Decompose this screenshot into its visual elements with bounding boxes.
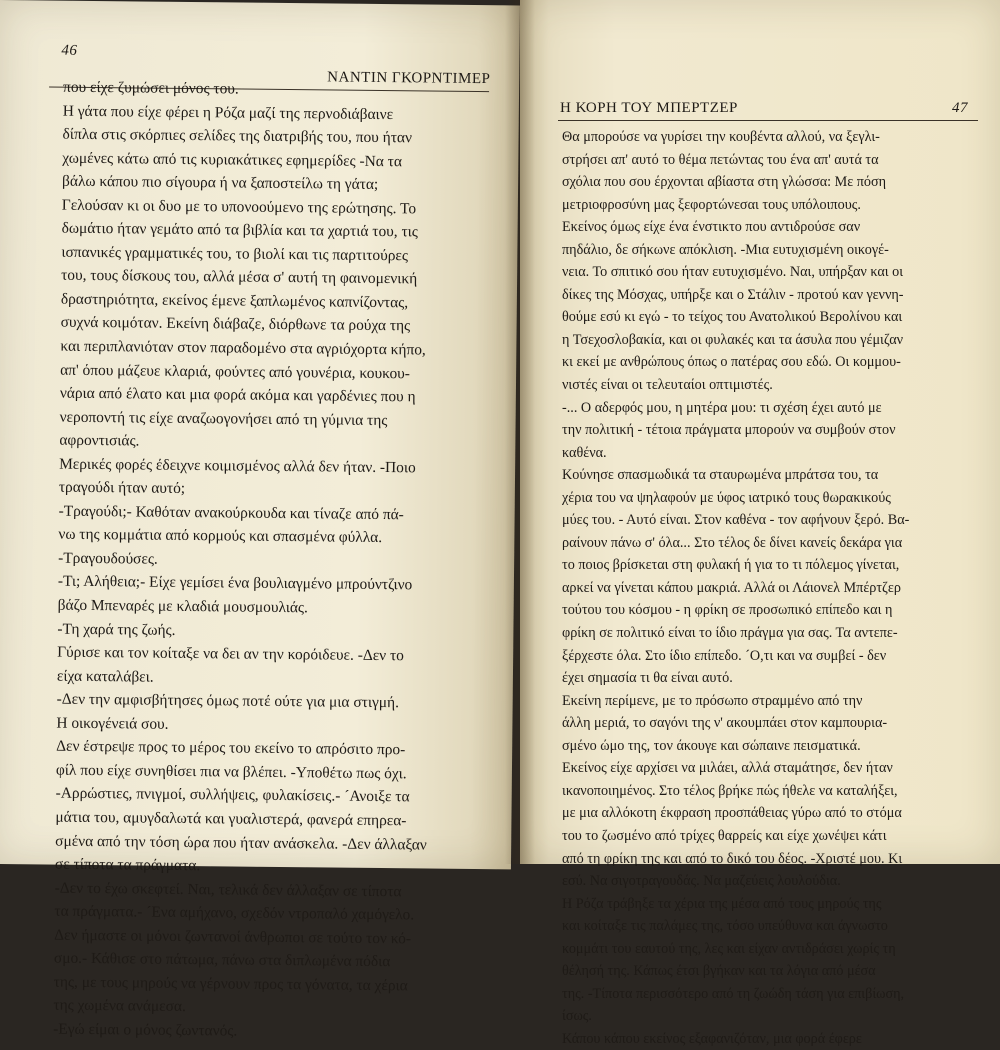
text-line: στρήσει απ' αυτό το θέμα πετώντας του ένα απ' αυτά τα	[562, 151, 879, 168]
text-line: της χωμένα ανάμεσα.	[53, 996, 186, 1016]
text-line: Εκείνος είχε αρχίσει να μιλάει, αλλά σταμάτησε, δεν ήταν	[562, 760, 893, 777]
text-line: Δεν έστρεψε προς το μέρος του εκείνο το απρόσιτο προ-	[56, 737, 406, 759]
text-line: νω της κομμάτια από κορμούς και σπασμένα φύλλα.	[58, 526, 383, 547]
text-line: -Δεν το έχω σκεφτεί. Ναι, τελικά δεν άλλαξαν σε τίποτα	[54, 879, 402, 900]
page-number: 47	[952, 100, 968, 116]
text-line: Μερικές φορές έδειχνε κοιμισμένος αλλά δεν ήταν. -Ποιο	[59, 455, 416, 477]
text-line: ισπανικές γραμματικές του, το βιολί και τις παρτιτούρες	[61, 243, 409, 265]
text-line: την πολιτική - τέτοια πράγματα μπορούν να συμβούν στον	[562, 422, 896, 439]
text-line: Η Ρόζα τράβηξε τα χέρια της μέσα από τους μηρούς της	[562, 895, 882, 912]
text-line: Η γάτα που είχε φέρει η Ρόζα μαζί της περνοδιάβαινε	[62, 102, 394, 123]
text-line: Η οικογένειά σου.	[56, 714, 169, 733]
text-line: μύες του. - Αυτό είναι. Στον καθένα - τον αφήνουν ξερό. Βα-	[562, 512, 910, 529]
text-line: -Τη χαρά της ζωής.	[57, 620, 176, 639]
text-line: από τη φρίκη της και από το δικό του δέος. -Χριστέ μου. Κι	[562, 850, 903, 867]
text-line: σχόλια που σου έρχονται αβίαστα στη γλώσσα: Με πόση	[562, 174, 887, 191]
text-line: έχει σημασία τι θα είναι αυτό.	[562, 670, 733, 687]
right-page-text	[562, 126, 976, 1050]
text-line: και κοίταξε τις παλάμες της, τόσο υπεύθυνα και άγνωστο	[562, 918, 888, 935]
text-line: αφροντισιάς.	[59, 431, 140, 450]
text-line: σμο.- Κάθισε στο πάτωμα, πάνω στα διπλωμένα πόδια	[53, 949, 391, 971]
text-line: σμένο ώμο της, τον άκουγε και σώπαινε πεισματικά.	[562, 737, 861, 754]
text-line: πηδάλιο, δε σήκωνε απόκλιση. -Μια ευτυχισμένη οικογέ-	[562, 241, 889, 258]
text-line: άλλη μεριά, το σαγόνι της ν' ακουμπάει στον καμπουρια-	[562, 715, 888, 732]
text-line: είχα καταλάβει.	[56, 667, 154, 686]
text-line: χέρια του να ψηλαφούν με ύφος ιατρικό τους θωρακικούς	[562, 489, 891, 506]
text-line: κι εκεί με ανθρώπους όπως ο πατέρας σου εδώ. Οι κομμου-	[562, 354, 901, 371]
text-line: του, τους δίσκους του, αλλά μέσα σ' αυτή τη φαινομενική	[61, 267, 418, 288]
text-line: ικανοποιημένος. Στο τέλος βρήκε πώς ήθελε να καταλήξει,	[562, 782, 898, 799]
text-line: φίλ που είχε συνηθίσει πια να βλέπει. -Υποθέτω πως όχι.	[55, 761, 407, 783]
text-line: του το ζωσμένο από τρίχες θαρρείς και είχε χωνέψει κάτι	[562, 827, 887, 844]
text-line: Δεν ήμαστε οι μόνοι ζωντανοί άνθρωποι σε τούτο τον κό-	[54, 926, 412, 948]
text-line: σε τίποτα τα πράγματα.	[54, 855, 201, 875]
text-line: μάτια του, αμυγδαλωτά και γυαλιστερά, φανερά επηρεα-	[55, 808, 407, 830]
running-head-title: Η ΚΟΡΗ ΤΟΥ ΜΠΕΡΤΖΕΡ	[560, 100, 738, 116]
text-line: καθένα.	[562, 444, 607, 461]
text-line: νεροποντή τις είχε αναζωογονήσει από τη γύμνια της	[59, 408, 388, 429]
text-line: δωμάτιο ήταν γεμάτο από τα βιβλία και τα χαρτιά του, τις	[61, 219, 419, 241]
text-line: Εκείνη περίμενε, με το πρόσωπο στραμμένο από την	[562, 692, 863, 709]
text-line: -Τραγούδι;- Καθόταν ανακούρκουδα και τίναζε από πά-	[58, 502, 404, 524]
text-line: εσύ. Να σιγοτραγουδάς. Να μαζεύεις λουλούδια.	[562, 873, 841, 890]
text-line: που είχε ζυμώσει μόνος του.	[63, 78, 239, 98]
text-line: -Δεν την αμφισβήτησες όμως ποτέ ούτε για μια στιγμή.	[56, 690, 400, 712]
text-line: το ποιος βρίσκεται στη φυλακή ή για το τι πόλεμος γίνεται,	[562, 557, 900, 574]
text-line: θέλησή της. Κάπως έτσι βγήκαν και τα λόγια από μέσα	[562, 963, 876, 980]
text-line: -Τι; Αλήθεια;- Είχε γεμίσει ένα βουλιαγμένο μπρούντζινο	[57, 573, 413, 594]
text-line: -Αρρώστιες, πνιγμοί, συλλήψεις, φυλακίσεις.- ´Ανοιξε τα	[55, 785, 410, 806]
text-line: ξέρχεστε όλα. Στο ίδιο επίπεδο. ´Ο,τι και να συμβεί - δεν	[562, 647, 887, 664]
text-line: απ' όπου μάζευε κλαριά, φούντες από γουνέρια, κουκου-	[60, 361, 411, 382]
text-line: φρίκη σε πολιτικό είναι το ίδιο πράγμα για σας. Τα αντεπε-	[562, 625, 898, 642]
text-line: -... Ο αδερφός μου, η μητέρα μου: τι σχέση έχει αυτό με	[562, 399, 882, 416]
right-page	[520, 0, 1000, 1047]
running-head-author: ΝΑΝΤΙΝ ΓΚΟΡΝΤΙΜΕΡ	[327, 69, 491, 88]
text-line: τραγούδι ήταν αυτό;	[58, 478, 186, 498]
text-line: δίκες της Μόσχας, υπήρξε και ο Στάλιν - προτού καν γεννη-	[562, 286, 904, 303]
header-rule	[558, 120, 978, 121]
text-line: -Τραγουδούσες.	[58, 549, 158, 568]
text-line: νιστές είναι οι τελευταίοι οπτιμιστές.	[562, 377, 773, 394]
text-line: βάζο Μπεναρές με κλαδιά μουσμουλιάς.	[57, 596, 309, 617]
text-line: ραίνουν πάνω σ' όλα... Στο τέλος δε δίνει κανείς δεκάρα για	[562, 534, 903, 551]
text-line: θούμε εσύ κι εγώ - το τείχος του Ανατολικού Βερολίνου και	[562, 309, 903, 326]
text-line: συχνά κοιμόταν. Εκείνη διάβαζε, διόρθωνε τα ρούχα της	[60, 314, 411, 335]
text-line: Γύρισε και τον κοίταξε να δει αν την κορόιδευε. -Δεν το	[57, 643, 405, 665]
text-line: αρκεί να γίνεται κάπου μακριά. Αλλά οι Λάιονελ Μπέρτζερ	[562, 579, 901, 596]
text-line: δίπλα στις σκόρπιες σελίδες της διατριβής του, που ήταν	[62, 125, 413, 147]
text-line: τούτου του κόσμου - η φρίκη σε προσωπικό επίπεδο και η	[562, 602, 893, 619]
text-line: και περιπλανιόταν στον παραδομένο στα αγριόχορτα κήπο,	[60, 337, 426, 359]
text-line: τα πράγματα.- ´Ενα αμήχανο, σχεδόν ντροπαλό χαμόγελο.	[54, 902, 415, 924]
text-line: Κούνησε σπασμωδικά τα σταυρωμένα μπράτσα του, τα	[562, 467, 879, 484]
text-line: με μια αλλόκοτη έκφραση προσπάθειας γύρω από το στόμα	[562, 805, 902, 822]
text-line: Γελούσαν κι οι δυο με το υπονοούμενο της ερώτησης. Το	[61, 196, 417, 218]
text-line: Εκείνος όμως είχε ένα ένστικτο που αντιδρούσε σαν	[562, 219, 861, 236]
text-line: Θα μπορούσε να γυρίσει την κουβέντα αλλού, να ξεγλι-	[562, 129, 880, 145]
text-line: της, με τους μηρούς να γέρνουν προς τα γόνατα, τα χέρια	[53, 973, 408, 995]
text-line: κομμάτι του εαυτού της, λες και είχαν αντιδράσει χωρίς τη	[562, 940, 896, 957]
text-line: ίσως.	[562, 1008, 592, 1025]
text-line: της. -Τίποτα περισσότερο από τη ζωώδη τάση για επιβίωση,	[562, 985, 905, 1002]
text-line: η Τσεχοσλοβακία, και οι φυλακές και τα άσυλα που γέμιζαν	[562, 331, 904, 348]
text-line: -Εγώ είμαι ο μόνος ζωντανός.	[53, 1020, 238, 1040]
text-line: χωμένες κάτω από τις κυριακάτικες εφημερίδες -Να τα	[62, 149, 403, 170]
text-line: νεια. Το σπιτικό σου ήταν ευτυχισμένο. Ναι, υπήρξαν και οι	[562, 264, 904, 281]
text-line: δραστηριότητα, εκείνος έμενε ξαπλωμένος καπνίζοντας,	[60, 290, 409, 312]
text-line: σμένα από την τόση ώρα που ήταν ανάσκελα. -Δεν άλλαξαν	[55, 832, 427, 854]
text-line: νάρια από έλατο και μια φορά ακόμα και γαρδένιες που η	[59, 384, 416, 406]
text-line: μετριοφροσύνη μας ξεφορτώνεσαι τους υπόλοιπους.	[562, 196, 861, 213]
text-line: Κάπου κάπου εκείνος εξαφανιζόταν, μια φορά έφερε	[562, 1030, 862, 1047]
page-number: 46	[61, 42, 78, 59]
text-line: βάλω κάπου πιο σίγουρα ή να ξαποστείλω τη γάτα;	[62, 172, 379, 194]
left-page-text	[53, 76, 487, 1046]
